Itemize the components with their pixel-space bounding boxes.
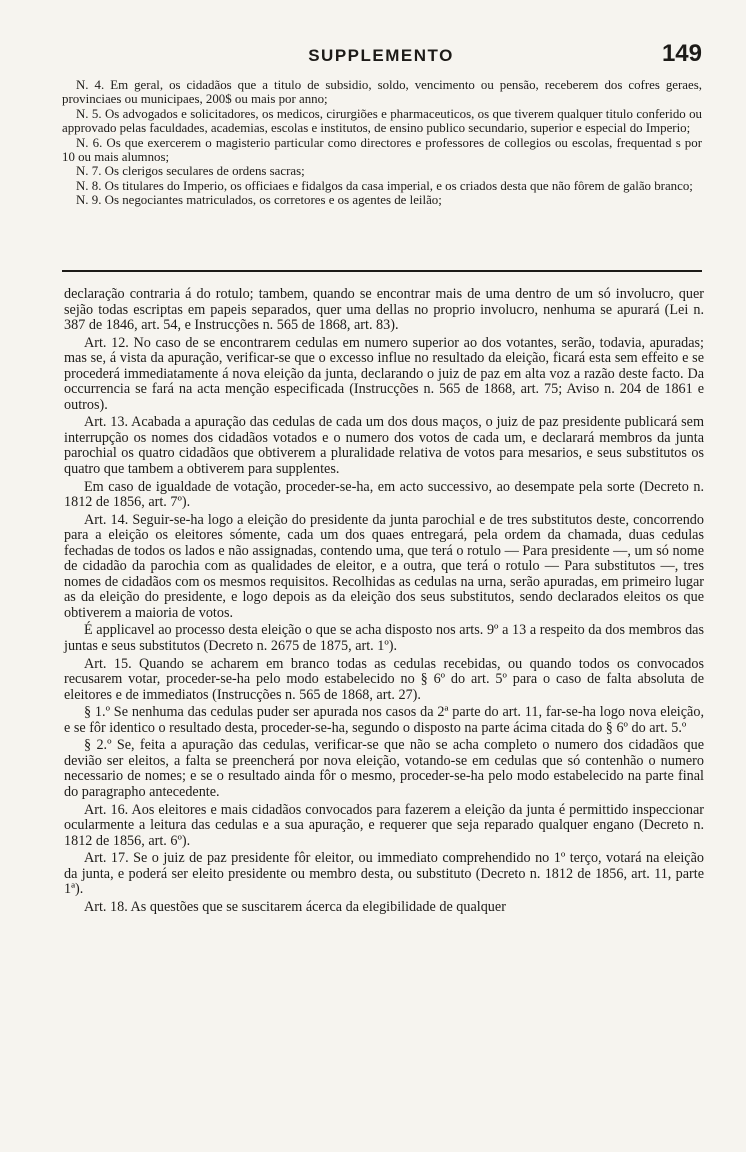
body-paragraph: Art. 12. No caso de se encontrarem cedulas em numero superior ao dos votantes, serão, todavia, apuradas; mas se, á vista da apuração, verificar-se que o excesso influe no resultado da eleição, ficará esta sem effeito e se procederá immediatamente á nova eleição da junta, declarando o juiz de paz em alta voz a razão deste facto. Da occurrencia se fará na acta menção especificada (Instrucções n. 565 de 1868, art. 75; Aviso n. 204 de 1861 e outros). bbox=[64, 334, 704, 413]
separator-rule bbox=[62, 270, 702, 272]
footnote-block bbox=[62, 78, 702, 208]
body-paragraph: Art. 17. Se o juiz de paz presidente fôr eleitor, ou immediato comprehendido no 1º terço, votará na eleição da junta, e poderá ser eleito presidente ou membro desta, ou substituto (Decreto n. 1812 de 1856, art. 11, parte 1ª). bbox=[64, 850, 704, 898]
footnote-item: N. 7. Os clerigos seculares de ordens sacras; bbox=[76, 164, 305, 179]
body-paragraph: § 1.º Se nenhuma das cedulas puder ser apurada nos casos da 2ª parte do art. 11, far-se-ha logo nova eleição, e se fôr identico o resultado desta, proceder-se-ha, segundo o disposto na parte ácima citada do § 6º do art. 5.º bbox=[64, 704, 704, 736]
footnote-item: N. 6. Os que exercerem o magisterio particular como directores e professores de collegios ou escolas, frequentad s por 10 ou mais alumnos; bbox=[62, 135, 702, 165]
footnote-item: N. 8. Os titulares do Imperio, os officiaes e fidalgos da casa imperial, e os criados desta que não fôrem de galão branco; bbox=[76, 178, 693, 193]
footnote-item: N. 5. Os advogados e solicitadores, os medicos, cirurgiões e pharmaceuticos, os que tiverem qualquer titulo conferido ou approvado pelas faculdades, academias, escolas e institutos, de ensino publico secundario, superior e especial do Imperio; bbox=[62, 106, 702, 136]
body-paragraph: Art. 16. Aos eleitores e mais cidadãos convocados para fazerem a eleição da junta é permittido inspeccionar ocularmente a leitura das cedulas e a sua apuração, e requerer que seja reparado qualquer engano (Decreto n. 1812 de 1856, art. 6º). bbox=[64, 801, 704, 849]
footnote-item: N. 9. Os negociantes matriculados, os corretores e os agentes de leilão; bbox=[76, 193, 442, 208]
body-paragraph: Art. 15. Quando se acharem em branco todas as cedulas recebidas, ou quando todos os convocados recusarem votar, proceder-se-ha pelo modo estabelecido no § 6º do art. 5º para o caso de falta absoluta de eleitores e de immediatos (Instrucções n. 565 de 1868, art. 27). bbox=[64, 655, 704, 703]
body-paragraph: É applicavel ao processo desta eleição o que se acha disposto nos arts. 9º a 13 a respeito da dos membros das juntas e seus substitutos (Decreto n. 2675 de 1875, art. 1º). bbox=[64, 622, 704, 655]
body-paragraph: § 2.º Se, feita a apuração das cedulas, verificar-se que não se acha completo o numero dos cidadãos que devião ser eleitos, a falta se preencherá por nova eleição, votando-se em cedulas que só contenhão o numero necessario de nomes; e se o resultado ainda fôr o mesmo, proceder-se-ha pelo modo estabelecido na parte final do paragrapho antecedente. bbox=[64, 737, 704, 800]
page-number: 149 bbox=[661, 40, 702, 67]
body-paragraph: Art. 18. As questões que se suscitarem ácerca da elegibilidade de qualquer bbox=[84, 898, 506, 915]
footnote-item: N. 4. Em geral, os cidadãos que a titulo de subsidio, soldo, vencimento ou pensão, receberem dos cofres geraes, provinciaes ou municipaes, 200$ ou mais por anno; bbox=[62, 78, 702, 107]
body-paragraph: Em caso de igualdade de votação, proceder-se-ha, em acto successivo, ao desempate pela sorte (Decreto n. 1812 de 1856, art. 7º). bbox=[64, 478, 704, 511]
running-title: SUPPLEMENTO bbox=[308, 46, 454, 65]
body-paragraph: Art. 14. Seguir-se-ha logo a eleição do presidente da junta parochial e de tres substitutos deste, concorrendo para a eleição os eleitores sómente, cada um dos quaes entregará, pela ordem da chamada, duas cedulas fechadas de todos os lados e não assignadas, contendo uma, que terá o rotulo — Para presidente —, um só nome de cidadão da parochia com as qualidades de eleitor, e a outra, que terá o rotulo — Para substitutos —, tres nomes de cidadãos com os mesmos requisitos. Recolhidas as cedulas na urna, serão apuradas, em primeiro lugar as da eleição do presidente, e logo depois as da eleição dos seus substitutos, sendo declarados eleitos os que obtiverem a maioria de votos. bbox=[64, 511, 704, 621]
body-paragraph: declaração contraria á do rotulo; tambem, quando se encontrar mais de uma dentro de um só involucro, quer sejão todas escriptas em papeis separados, quer uma dellas no proprio involucro, nenhuma se apurará (Lei n. 387 de 1846, art. 54, e Instrucções n. 565 de 1868, art. 83). bbox=[64, 286, 704, 334]
main-text bbox=[64, 287, 704, 917]
body-paragraph: Art. 13. Acabada a apuração das cedulas de cada um dos dous maços, o juiz de paz presidente publicará sem interrupção os nomes dos cidadãos votados e o numero dos votos de cada um, e declarará membros da junta parochial os quatro cidadãos que obtiverem a pluralidade relativa de votos para mesarios, e seus substitutos os quatro que tambem a obtiverem para supplentes. bbox=[64, 414, 704, 478]
page-header bbox=[60, 40, 702, 72]
